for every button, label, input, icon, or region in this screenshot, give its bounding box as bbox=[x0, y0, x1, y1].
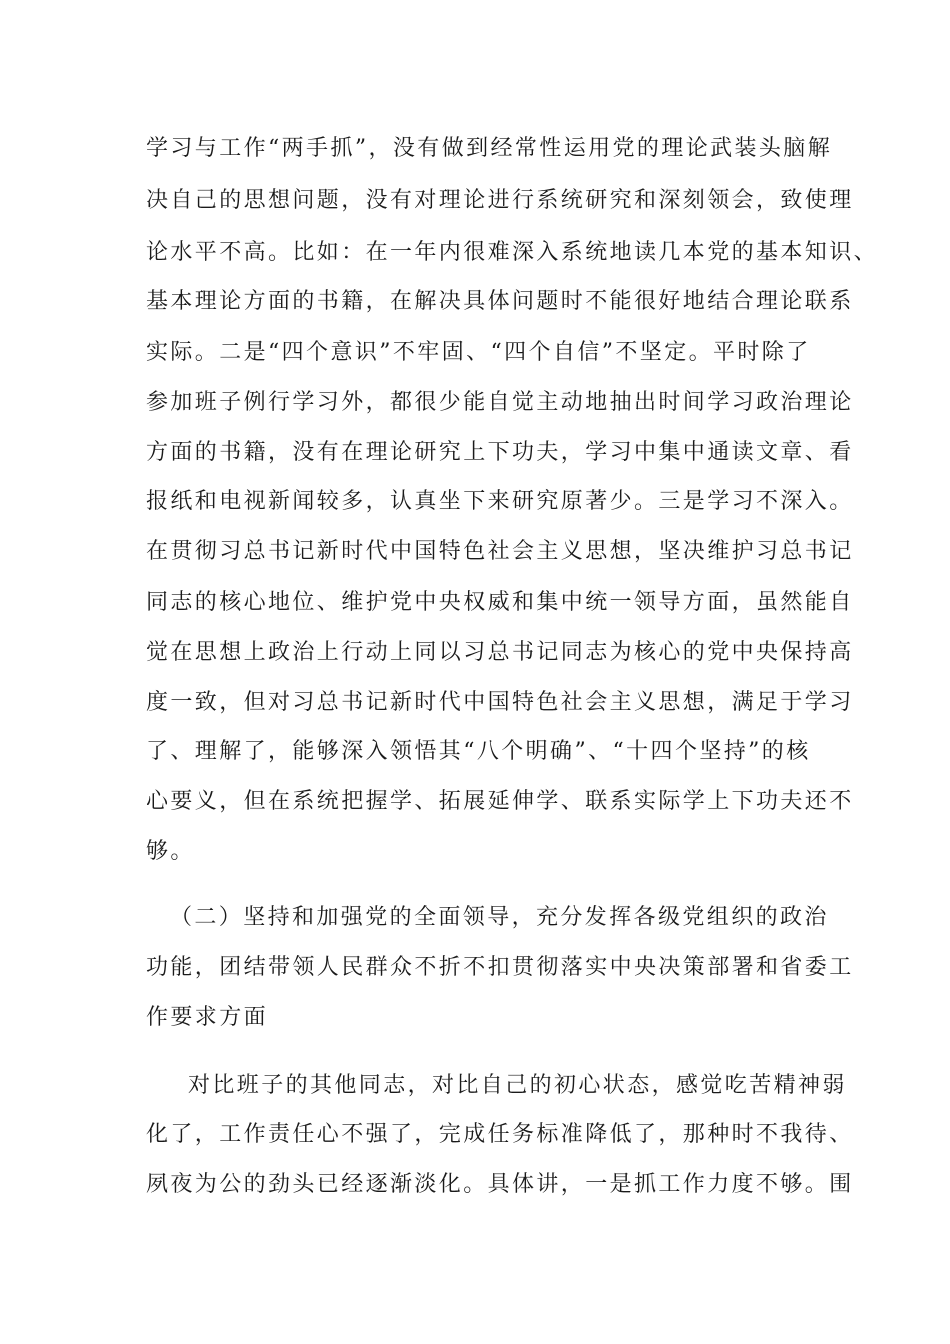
body-text-line: 化了，工作责任心不强了，完成任务标准降低了，那种时不我待、 bbox=[146, 1122, 854, 1147]
body-text-line: 决自己的思想问题，没有对理论进行系统研究和深刻领会，致使理 bbox=[146, 188, 854, 213]
section-heading-line: 功能，团结带领人民群众不折不扣贯彻落实中央决策部署和省委工 bbox=[146, 955, 854, 980]
body-text-line: 参加班子例行学习外，都很少能自觉主动地抽出时间学习政治理论 bbox=[146, 390, 854, 415]
body-text-line: 方面的书籍，没有在理论研究上下功夫，学习中集中通读文章、看 bbox=[146, 440, 854, 465]
body-text-line: 基本理论方面的书籍，在解决具体问题时不能很好地结合理论联系 bbox=[146, 289, 854, 314]
body-text-line: 夙夜为公的劲头已经逐渐淡化。具体讲，一是抓工作力度不够。围 bbox=[146, 1172, 854, 1197]
body-text-line: 实际。二是“四个意识”不牢固、“四个自信”不坚定。平时除了 bbox=[146, 340, 811, 365]
body-text-line: 在贯彻习总书记新时代中国特色社会主义思想，坚决维护习总书记 bbox=[146, 539, 854, 564]
section-heading-line: 作要求方面 bbox=[146, 1005, 269, 1030]
body-text-line: 报纸和电视新闻较多，认真坐下来研究原著少。三是学习不深入。 bbox=[146, 489, 854, 514]
body-text-line: 度一致，但对习总书记新时代中国特色社会主义思想，满足于学习 bbox=[146, 690, 854, 715]
body-text-line: 对比班子的其他同志，对比自己的初心状态，感觉吃苦精神弱 bbox=[188, 1073, 847, 1098]
body-text-line: 觉在思想上政治上行动上同以习总书记同志为核心的党中央保持高 bbox=[146, 640, 854, 665]
body-text-line: 论水平不高。比如：在一年内很难深入系统地读几本党的基本知识、 bbox=[146, 240, 879, 265]
body-text-line: 同志的核心地位、维护党中央权威和集中统一领导方面，虽然能自 bbox=[146, 590, 854, 615]
body-text-line: 心要义，但在系统把握学、拓展延伸学、联系实际学上下功夫还不 bbox=[146, 789, 854, 814]
body-text-line: 学习与工作“两手抓”，没有做到经常性运用党的理论武装头脑解 bbox=[146, 136, 833, 161]
body-text-line: 了、理解了，能够深入领悟其“八个明确”、“十四个坚持”的核 bbox=[146, 739, 811, 764]
body-text-line: 够。 bbox=[146, 839, 195, 864]
section-heading-line: （二）坚持和加强党的全面领导，充分发挥各级党组织的政治 bbox=[170, 905, 829, 930]
